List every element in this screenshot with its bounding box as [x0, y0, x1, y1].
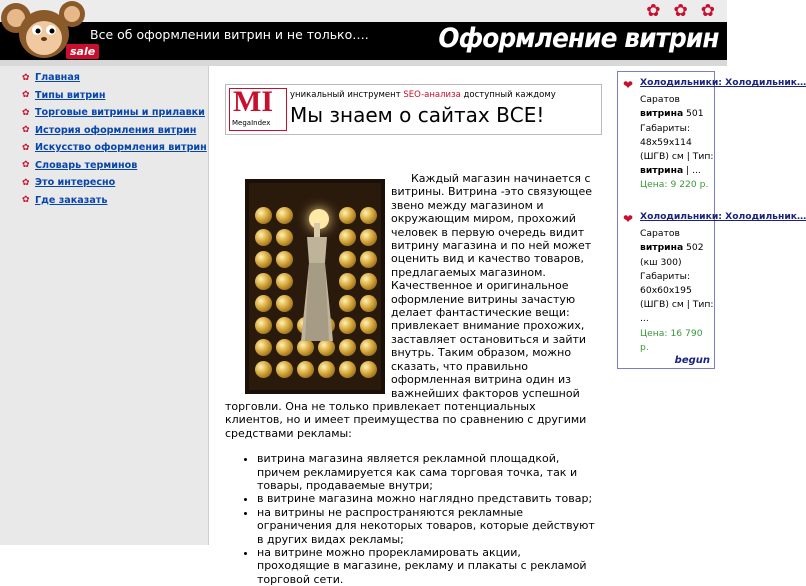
ad-title-link[interactable]: Холодильники: Холодильник…	[640, 77, 806, 88]
ad-line: Габариты:	[640, 270, 691, 282]
megaindex-logo	[229, 85, 287, 131]
flower-bullet-icon: ✿	[22, 90, 30, 101]
ad-keyword: витрина	[640, 165, 684, 177]
list-item: • на витрине можно прорекламировать акции, проходящие в магазине, рекламу и плакаты с рекламой торговой сети.	[257, 546, 595, 586]
list-item: • витрина магазина является рекламной площадкой, причем рекламируется как сама торговая точка, так и товары, продаваемые внутри;	[257, 452, 595, 492]
flower-icon: ✿	[673, 1, 688, 21]
ad-line: 60x60x195	[640, 285, 692, 297]
sidebar-item-interesting[interactable]	[22, 174, 207, 192]
ad-line: (кш 300)	[640, 256, 682, 268]
flower-bullet-icon: ✿	[22, 160, 30, 171]
sidebar-link[interactable]: Это интересно	[35, 177, 116, 189]
ad-body	[640, 227, 714, 355]
article-text: Каждый магазин начинается с витрины. Витрина -это связующее звено между магазином и окружающим миром, прохожий человек в первую очередь видит витрину магазина и по ней может оценить вид и качество товаров, предлагаемых магазином. Качественное и оригинальное оформление витрины зачастую делает фантастические вещи: привлекает внимание прохожих, заставляет остановиться и зайти внутрь. Таким образом, можно сказать, что правильно оформленная витрина один из важнейших факторов успешной торговли. Она не только привлекает потенциальных клиентов, но и имеет преимущества по сравнению с другими средствами рекламы:	[225, 172, 593, 440]
ad-city: Саратов	[640, 94, 680, 106]
ad-body	[640, 93, 714, 192]
site-logo[interactable]	[0, 0, 95, 64]
megaindex-banner[interactable]	[225, 84, 602, 135]
sidebar-link[interactable]: Словарь терминов	[35, 159, 138, 171]
ad-item[interactable]	[622, 210, 806, 355]
ad-keyword: витрина	[640, 108, 684, 120]
banner-subline	[290, 90, 556, 100]
sidebar-link[interactable]: Искусство оформления витрин	[35, 142, 207, 154]
begun-logo[interactable]: begun	[674, 355, 710, 366]
sidebar-item-order[interactable]	[22, 192, 207, 210]
ad-price: Цена: 9 220 р.	[640, 179, 709, 191]
ads-block	[617, 71, 806, 369]
ad-line: (ШГВ) см | Тип:	[640, 151, 714, 163]
ad-city: Саратов	[640, 228, 680, 240]
sidebar-link[interactable]: Главная	[35, 72, 80, 84]
ad-item[interactable]	[622, 76, 806, 193]
article-paragraph	[225, 172, 595, 440]
sidebar-item-glossary[interactable]	[22, 157, 207, 175]
ad-line: 48x59x114	[640, 136, 692, 148]
flower-bullet-icon: ✿	[22, 195, 30, 206]
sidebar	[0, 66, 209, 545]
list-item: • в витрине магазина можно наглядно представить товар;	[257, 492, 595, 505]
sale-badge: sale	[66, 44, 99, 59]
ad-keyword: витрина	[640, 242, 684, 254]
flower-bullet-icon: ✿	[22, 107, 30, 118]
ad-price: Цена: 16 790 р.	[640, 327, 703, 353]
banner-headline: Мы знаем о сайтах ВСЕ!	[290, 103, 545, 127]
sidebar-link[interactable]: История оформления витрин	[35, 124, 197, 136]
banner-text: доступный каждому	[460, 90, 556, 100]
list-item: • на витрины не распространяются рекламные ограничения для некоторых товаров, которые действуют в других видах рекламы;	[257, 506, 595, 546]
ad-model	[640, 107, 714, 121]
ad-model-number: 502	[683, 242, 704, 254]
sidebar-item-types[interactable]	[22, 87, 207, 105]
sidebar-link[interactable]: Где заказать	[35, 194, 108, 206]
ad-title-link[interactable]: Холодильники: Холодильник…	[640, 211, 806, 222]
heart-icon: ❤	[623, 78, 634, 92]
flower-icon: ✿	[700, 1, 715, 21]
ad-line: (ШГВ) см | Тип:	[640, 299, 714, 311]
top-strip	[0, 0, 727, 22]
sidebar-item-trade-showcases[interactable]	[22, 104, 207, 122]
sidebar-item-art[interactable]	[22, 139, 207, 157]
site-tagline: Все об оформлении витрин и не только….	[90, 27, 369, 42]
sidebar-nav	[22, 69, 207, 209]
sidebar-item-home[interactable]	[22, 69, 207, 87]
flower-icon: ✿	[646, 1, 661, 21]
ad-model	[640, 241, 714, 255]
ad-tail: | ...	[683, 165, 701, 177]
flower-bullet-icon: ✿	[22, 125, 30, 136]
ad-tail: ...	[640, 313, 649, 325]
ad-model-number: 501	[683, 108, 704, 120]
article	[225, 172, 595, 586]
flower-bullet-icon: ✿	[22, 142, 30, 153]
banner-seo-text: SEO-анализа	[403, 90, 461, 100]
flower-bullet-icon: ✿	[22, 177, 30, 188]
ad-type	[640, 164, 714, 178]
sidebar-link[interactable]: Типы витрин	[35, 89, 106, 101]
banner-logo-sub: MegaIndex	[232, 119, 271, 127]
heart-icon: ❤	[623, 212, 634, 226]
sidebar-item-history[interactable]	[22, 122, 207, 140]
sidebar-link[interactable]: Торговые витрины и прилавки	[35, 107, 205, 119]
flower-bullet-icon: ✿	[22, 72, 30, 83]
banner-text: уникальный инструмент	[290, 90, 404, 100]
site-title: Оформление витрин	[438, 23, 719, 54]
ad-line: Габариты:	[640, 122, 691, 134]
photo-spacer	[225, 172, 391, 394]
banner-logo-letters: MI	[233, 85, 273, 118]
advantages-list	[225, 452, 595, 586]
decorative-flowers	[646, 2, 715, 20]
